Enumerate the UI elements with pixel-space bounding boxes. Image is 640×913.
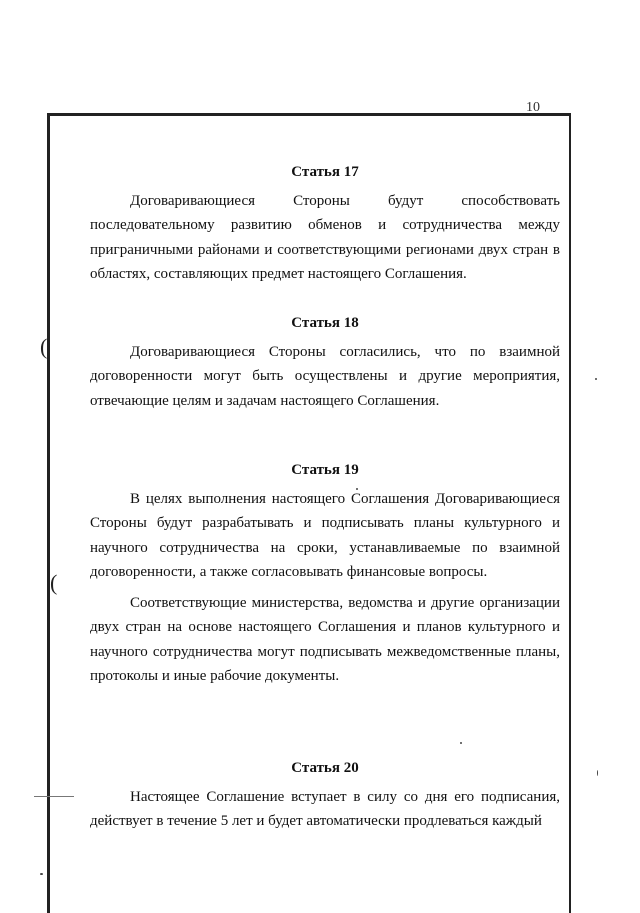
article-paragraph: Настоящее Соглашение вступает в силу со дня его подписания, действует в течение 5 лет и будет автоматически продлеваться каждый (90, 788, 560, 829)
scan-mark: ( (40, 334, 48, 359)
article-17 (90, 160, 560, 287)
article-paragraph: Договаривающиеся Стороны будут способствовать последовательному развитию обменов и сотрудничества между приграничными районами и соответствующими регионами двух стран в областях, составляющих предмет настоящего Соглашения. (90, 192, 560, 282)
article-18 (90, 311, 560, 413)
scan-speck (460, 742, 462, 744)
article-20 (90, 756, 560, 834)
scan-speck (597, 770, 598, 776)
article-title: Статья 19 (291, 462, 359, 478)
scan-speck (40, 873, 43, 875)
page-number: 10 (526, 100, 540, 115)
scan-speck (356, 488, 358, 490)
article-title: Статья 18 (291, 315, 359, 331)
article-paragraph: В целях выполнения настоящего Соглашения Договаривающиеся Стороны будут разрабатывать и подписывать планы культурного и научного сотрудничества на сроки, устанавливаемые по взаимной договоренности, а также согласовывать финансовые вопросы. (90, 490, 560, 580)
scan-mark: ( (50, 570, 58, 595)
article-title: Статья 17 (291, 164, 359, 180)
article-paragraph: Соответствующие министерства, ведомства и другие организации двух стран на основе настоящего Соглашения и планов культурного и научного сотрудничества могут подписывать межведомственные планы, протоколы и иные рабочие документы. (90, 594, 560, 684)
scan-line (34, 796, 74, 797)
article-title: Статья 20 (291, 760, 359, 776)
article-19 (90, 458, 560, 689)
article-paragraph: Договаривающиеся Стороны согласились, что по взаимной договоренности могут быть осуществлены и другие мероприятия, отвечающие целям и задачам настоящего Соглашения. (90, 343, 560, 409)
scan-speck (595, 378, 597, 380)
